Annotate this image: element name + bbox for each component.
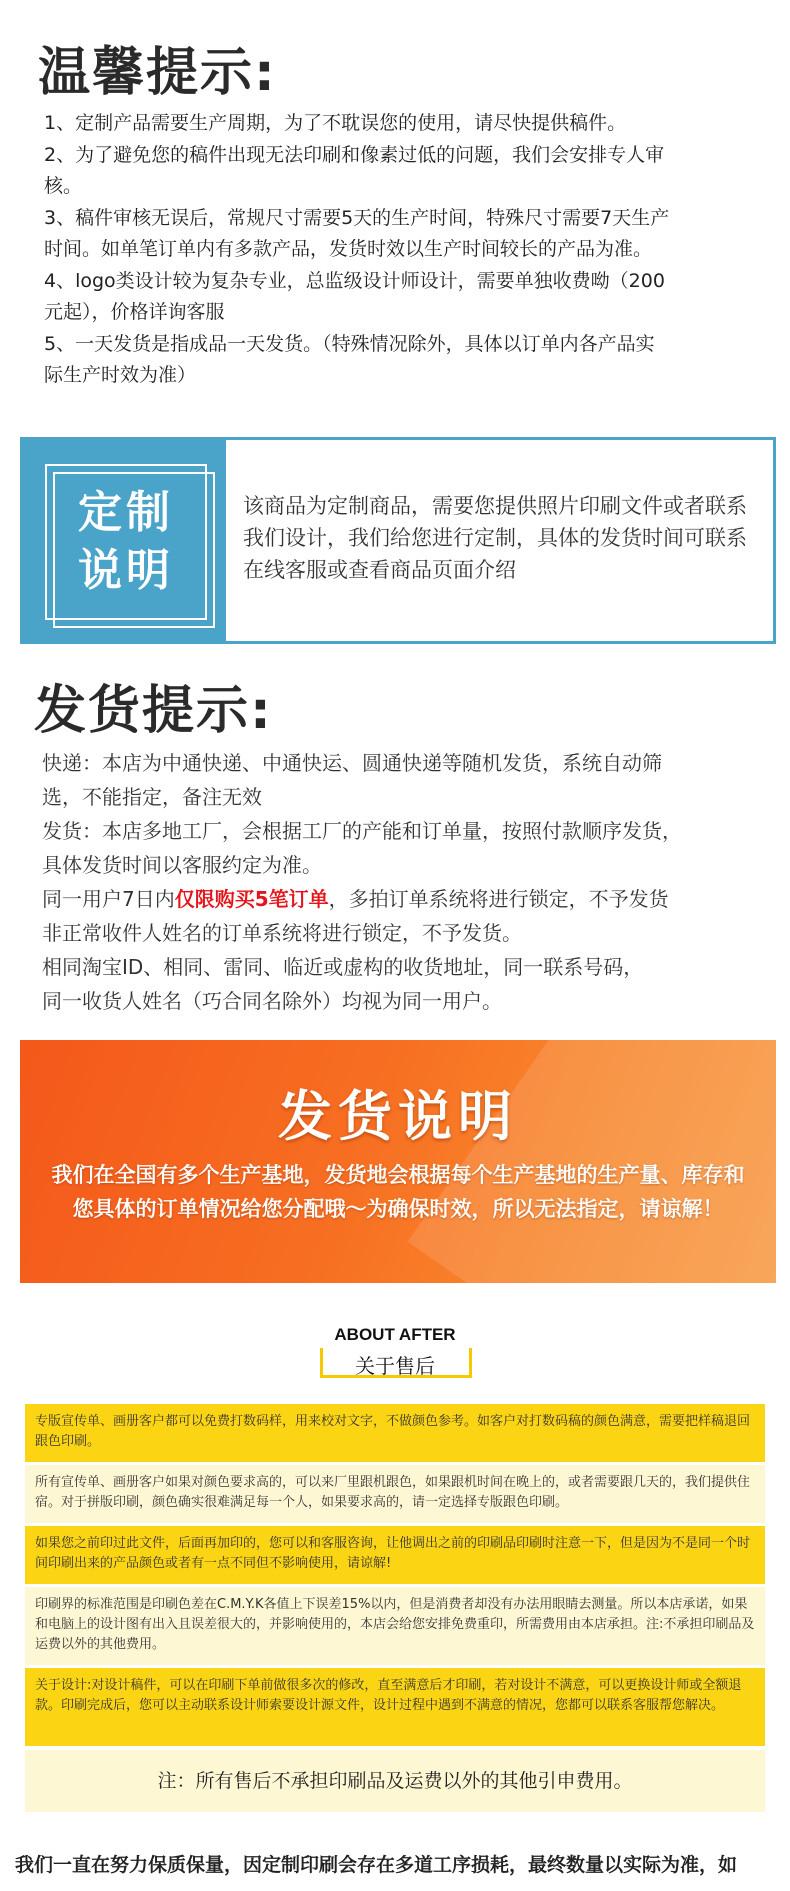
reminder-line: 2、为了避免您的稿件出现无法印刷和像素过低的问题，我们会安排专人审 [44, 143, 665, 166]
after-sale-title-en: ABOUT AFTER [334, 1325, 456, 1344]
custom-notice-title [47, 466, 205, 618]
reminder-line: 核。 [44, 175, 83, 197]
after-sale-note: 如果您之前印过此文件，后面再加印的，您可以和客服咨询，让他调出之前的印刷品印刷时注意一下，但是因为不是同一个时间印刷出来的产品颜色或者有一点不同但不影响使用，请谅解! [25, 1526, 765, 1584]
order-limit-highlight: 仅限购买5笔订单 [174, 887, 329, 911]
shipping-tips-list [42, 746, 777, 1018]
shipping-notice-banner [20, 1040, 776, 1283]
order-limit-suffix: ，多拍订单系统将进行锁定，不予发货 [328, 887, 669, 911]
reminder-line: 4、logo类设计较为复杂专业，总监级设计师设计，需要单独收费呦（200 [44, 269, 665, 292]
shipping-tip-line: 非正常收件人姓名的订单系统将进行锁定，不予发货。 [42, 921, 522, 945]
reminder-line: 际生产时效为准） [44, 364, 197, 386]
shipping-notice-title: 发货说明 [278, 1085, 518, 1148]
shipping-tip-line: 相同淘宝ID、相同、雷同、临近或虚构的收货地址，同一联系号码， [42, 955, 644, 979]
after-sale-note: 关于设计:对设计稿件，可以在印刷下单前做很多次的修改，直至满意后才印刷，若对设计不满意，可以更换设计师或全额退款。印刷完成后，您可以主动联系设计师索要设计源文件，设计过程中遇到不满意的情况，您都可以联系客服帮您解决。 [25, 1668, 765, 1746]
after-sale-note: 专版宣传单、画册客户都可以免费打数码样，用来校对文字，不做颜色参考。如客户对打数码稿的颜色满意，需要把样稿退回跟色印刷。 [25, 1404, 765, 1462]
shipping-notice-text: 我们在全国有多个生产基地，发货地会根据每个生产基地的生产量、库存和您具体的订单情况给您分配哦～为确保时效，所以无法指定，请谅解！ [51, 1163, 745, 1221]
custom-title-line2: 说明 [78, 545, 174, 596]
custom-notice-text: 该商品为定制商品，需要您提供照片印刷文件或者联系我们设计，我们给您进行定制，具体的发货时间可联系在线客服或查看商品页面介绍 [243, 494, 747, 582]
reminder-line: 1、定制产品需要生产周期，为了不耽误您的使用，请尽快提供稿件。 [44, 112, 627, 134]
shipping-tip-line: 选，不能指定，备注无效 [42, 785, 262, 809]
order-limit-prefix: 同一用户7日内 [42, 887, 175, 911]
reminder-line: 元起），价格详询客服 [44, 301, 225, 323]
shipping-tip-line: 具体发货时间以客服约定为准。 [42, 853, 322, 877]
shipping-tip-line: 快递：本店为中通快递、中通快运、圆通快递等随机发货，系统自动筛 [42, 751, 662, 775]
reminder-title: 温馨提示: [38, 43, 277, 103]
shipping-tip-line [42, 882, 777, 916]
shipping-tips-title: 发货提示: [34, 681, 273, 741]
shipping-tip-line: 发货：本店多地工厂，会根据工厂的产能和订单量，按照付款顺序发货， [42, 819, 682, 843]
after-sale-final-note: 注：所有售后不承担印刷品及运费以外的其他引申费用。 [25, 1750, 765, 1812]
after-sale-title-zh: 关于售后 [355, 1354, 435, 1378]
after-sale-note: 所有宣传单、画册客户如果对颜色要求高的，可以来厂里跟机跟色，如果跟机时间在晚上的，或者需要跟几天的，我们提供住宿。对于拼版印刷，颜色确实很难满足每一个人，如果要求高的，请一定选择专版跟色印刷。 [25, 1465, 765, 1523]
custom-notice-box [20, 437, 776, 644]
reminder-line: 5、一天发货是指成品一天发货。（特殊情况除外，具体以订单内各产品实 [44, 332, 655, 355]
custom-title-line1: 定制 [78, 487, 174, 538]
shipping-tip-line: 同一收货人姓名（巧合同名除外）均视为同一用户。 [42, 989, 502, 1013]
custom-notice-frame [45, 464, 207, 620]
reminder-line: 时间。如单笔订单内有多款产品，发货时效以生产时间较长的产品为准。 [44, 238, 653, 260]
after-sale-note: 印刷界的标准范围是印刷色差在C.M.Y.K各值上下误差15%以内，但是消费者却没有办法用眼睛去测量。所以本店承诺，如果和电脑上的设计图有出入且误差很大的，并影响使用的，本店会给您安排免费重印，所需费用由本店承担。注:不承担印刷品及运费以外的其他费用。 [25, 1587, 765, 1665]
reminder-line: 3、稿件审核无误后，常规尺寸需要5天的生产时间，特殊尺寸需要7天生产 [44, 206, 670, 229]
custom-notice-label-panel [23, 440, 226, 641]
quantity-disclaimer: 我们一直在努力保质保量，因定制印刷会存在多道工序损耗，最终数量以实际为准，如 [15, 1854, 738, 1876]
reminder-list [44, 108, 764, 392]
